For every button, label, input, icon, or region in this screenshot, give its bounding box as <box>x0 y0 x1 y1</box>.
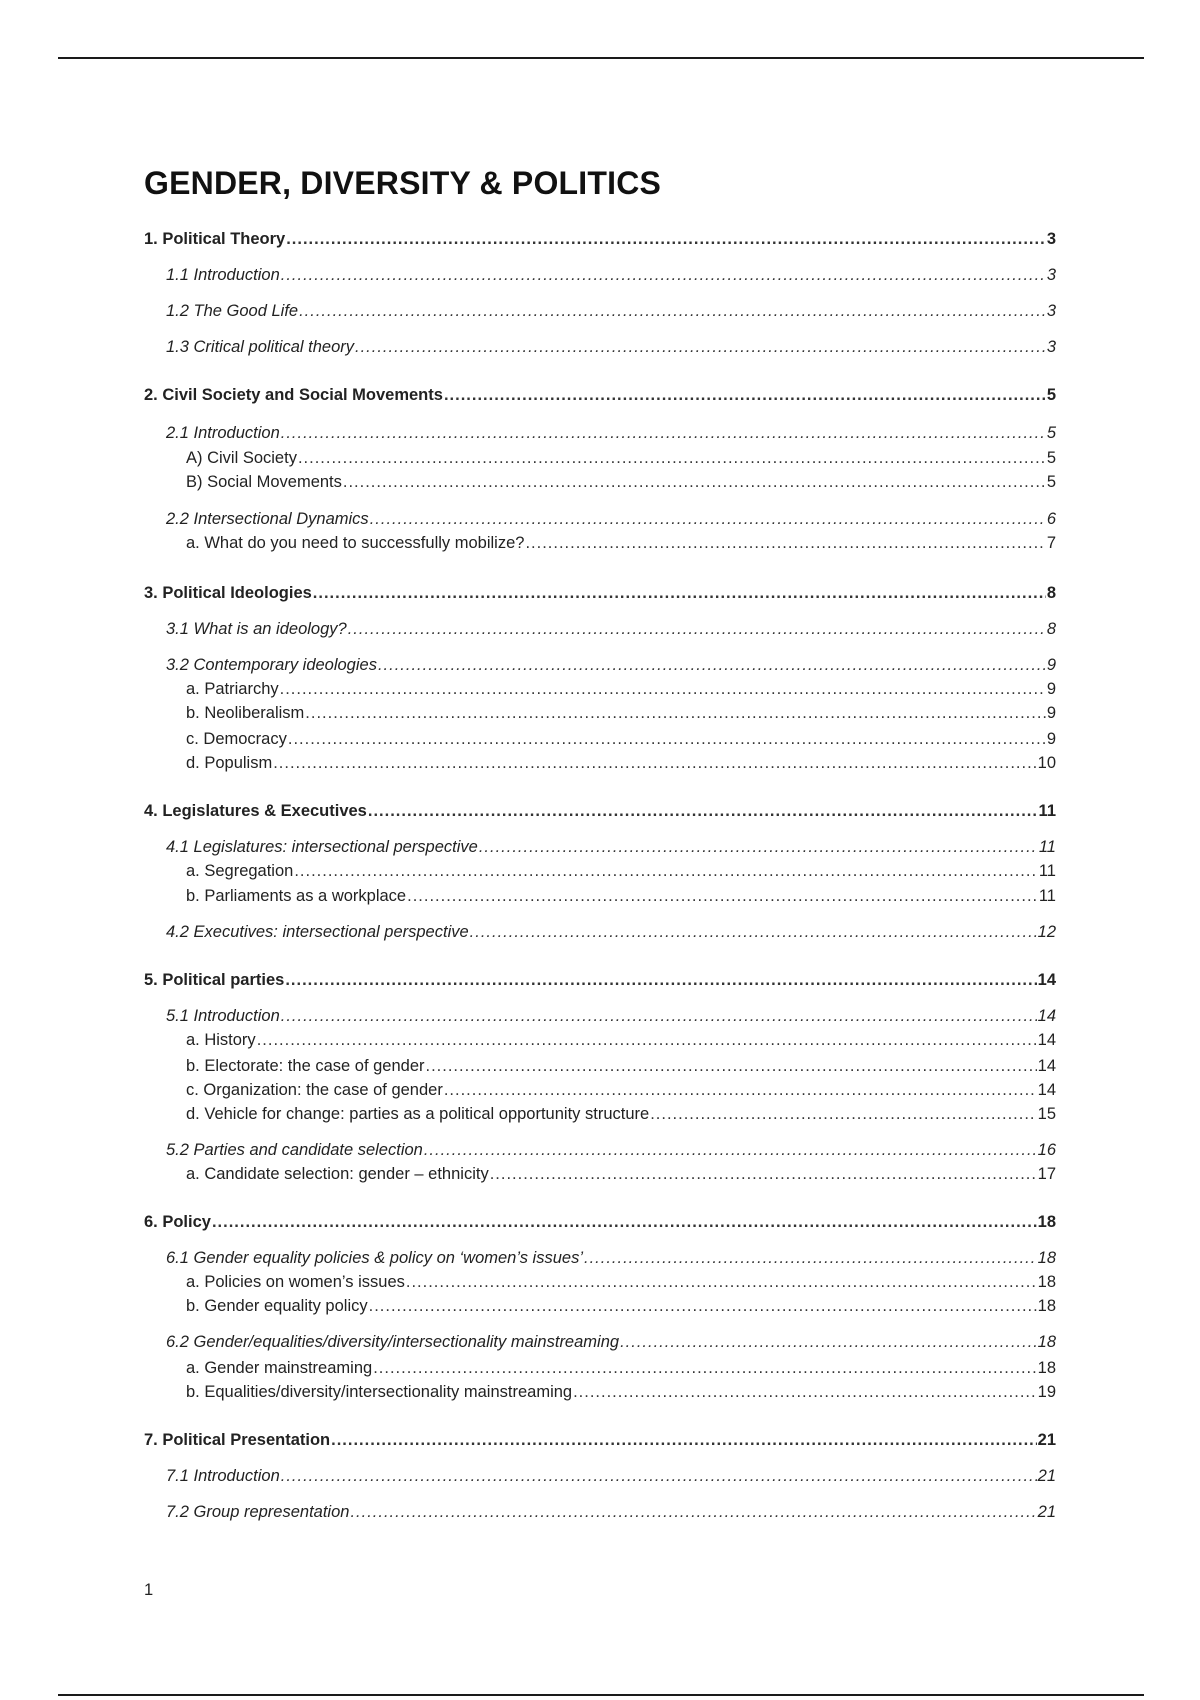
toc-dot-leader <box>373 1359 1036 1378</box>
toc-item[interactable] <box>186 1359 1056 1378</box>
toc-dot-leader <box>285 971 1036 990</box>
toc-entry-title: A) Civil Society <box>186 449 297 467</box>
toc-entry-title: a. History <box>186 1031 256 1049</box>
toc-entry-title: b. Gender equality policy <box>186 1297 368 1315</box>
toc-subsection[interactable] <box>166 1467 1056 1486</box>
toc-entry-title: 7.2 Group representation <box>166 1503 350 1521</box>
toc-entry-title: B) Social Movements <box>186 473 342 491</box>
toc-section[interactable] <box>144 386 1056 405</box>
toc-item[interactable] <box>186 473 1056 492</box>
toc-subsection[interactable] <box>166 1249 1056 1268</box>
toc-dot-leader <box>406 1273 1037 1292</box>
toc-subsection[interactable] <box>166 1007 1056 1026</box>
document-title: GENDER, DIVERSITY & POLITICS <box>144 165 662 201</box>
toc-item[interactable] <box>186 449 1056 468</box>
toc-page-number: 18 <box>1037 1273 1056 1291</box>
toc-entry-title: 7.1 Introduction <box>166 1467 280 1485</box>
toc-dot-leader <box>281 266 1046 285</box>
toc-subsection[interactable] <box>166 838 1056 857</box>
toc-dot-leader <box>355 338 1046 357</box>
toc-dot-leader <box>490 1165 1037 1184</box>
toc-dot-leader <box>299 302 1046 321</box>
toc-page-number: 10 <box>1037 754 1056 772</box>
toc-page-number: 5 <box>1046 449 1056 467</box>
toc-page-number: 18 <box>1037 1297 1056 1315</box>
toc-dot-leader <box>369 1297 1037 1316</box>
toc-item[interactable] <box>186 1057 1056 1076</box>
toc-item[interactable] <box>186 1031 1056 1050</box>
toc-page-number: 9 <box>1046 680 1056 698</box>
toc-dot-leader <box>470 923 1037 942</box>
toc-page-number: 21 <box>1037 1431 1056 1449</box>
toc-section[interactable] <box>144 1431 1056 1450</box>
toc-entry-title: 2. Civil Society and Social Movements <box>144 386 443 404</box>
toc-subsection[interactable] <box>166 656 1056 675</box>
toc-item[interactable] <box>186 1165 1056 1184</box>
toc-dot-leader <box>281 1007 1037 1026</box>
toc-page-number: 18 <box>1037 1213 1056 1231</box>
toc-item[interactable] <box>186 754 1056 773</box>
toc-subsection[interactable] <box>166 620 1056 639</box>
toc-page-number: 21 <box>1037 1467 1056 1485</box>
header-rule <box>58 57 1144 59</box>
toc-page-number: 14 <box>1037 1007 1056 1025</box>
toc-subsection[interactable] <box>166 510 1056 529</box>
toc-item[interactable] <box>186 862 1056 881</box>
toc-subsection[interactable] <box>166 424 1056 443</box>
toc-subsection[interactable] <box>166 1333 1056 1352</box>
toc-dot-leader <box>370 510 1046 529</box>
toc-item[interactable] <box>186 730 1056 749</box>
toc-page-number: 14 <box>1037 1031 1056 1049</box>
toc-dot-leader <box>444 1081 1037 1100</box>
toc-entry-title: 4. Legislatures & Executives <box>144 802 367 820</box>
toc-dot-leader <box>424 1141 1037 1160</box>
toc-page-number: 16 <box>1037 1141 1056 1159</box>
toc-entry-title: a. What do you need to successfully mobilize? <box>186 534 525 552</box>
toc-entry-title: 1. Political Theory <box>144 230 286 248</box>
toc-page-number: 19 <box>1037 1383 1056 1401</box>
toc-entry-title: 3.2 Contemporary ideologies <box>166 656 377 674</box>
toc-entry-title: 6.2 Gender/equalities/diversity/intersectionality mainstreaming <box>166 1333 620 1351</box>
toc-dot-leader <box>298 449 1046 468</box>
page-number: 1 <box>144 1581 154 1599</box>
toc-dot-leader <box>378 656 1046 675</box>
toc-entry-title: a. Gender mainstreaming <box>186 1359 373 1377</box>
toc-subsection[interactable] <box>166 338 1056 357</box>
toc-page-number: 18 <box>1037 1359 1056 1377</box>
toc-dot-leader <box>331 1431 1037 1450</box>
toc-dot-leader <box>584 1249 1037 1268</box>
toc-dot-leader <box>348 620 1046 639</box>
toc-entry-title: 3.1 What is an ideology? <box>166 620 347 638</box>
toc-dot-leader <box>444 386 1046 405</box>
toc-page-number: 3 <box>1046 302 1056 320</box>
toc-item[interactable] <box>186 534 1056 553</box>
toc-entry-title: 1.2 The Good Life <box>166 302 299 320</box>
toc-entry-title: c. Democracy <box>186 730 287 748</box>
toc-entry-title: a. Candidate selection: gender – ethnicity <box>186 1165 489 1183</box>
toc-entry-title: d. Populism <box>186 754 273 772</box>
toc-item[interactable] <box>186 1297 1056 1316</box>
toc-dot-leader <box>286 230 1046 249</box>
toc-section[interactable] <box>144 230 1056 249</box>
toc-page-number: 9 <box>1046 656 1056 674</box>
toc-page-number: 3 <box>1046 338 1056 356</box>
toc-page-number: 11 <box>1038 838 1056 856</box>
footer-rule <box>58 1694 1144 1696</box>
toc-entry-title: 7. Political Presentation <box>144 1431 331 1449</box>
toc-dot-leader <box>573 1383 1037 1402</box>
toc-entry-title: 5.1 Introduction <box>166 1007 280 1025</box>
toc-entry-title: 2.2 Intersectional Dynamics <box>166 510 369 528</box>
toc-page-number: 5 <box>1046 473 1056 491</box>
toc-entry-title: 5. Political parties <box>144 971 285 989</box>
toc-entry-title: b. Neoliberalism <box>186 704 305 722</box>
toc-dot-leader <box>620 1333 1037 1352</box>
toc-page-number: 8 <box>1046 620 1056 638</box>
toc-page-number: 3 <box>1046 266 1056 284</box>
toc-page-number: 6 <box>1046 510 1056 528</box>
toc-entry-title: b. Electorate: the case of gender <box>186 1057 425 1075</box>
toc-entry-title: a. Segregation <box>186 862 294 880</box>
toc-entry-title: 3. Political Ideologies <box>144 584 312 602</box>
toc-dot-leader <box>288 730 1046 749</box>
toc-dot-leader <box>407 887 1038 906</box>
toc-dot-leader <box>313 584 1046 603</box>
toc-dot-leader <box>343 473 1046 492</box>
toc-item[interactable] <box>186 1383 1056 1402</box>
toc-page-number: 8 <box>1046 584 1056 602</box>
toc-item[interactable] <box>186 1105 1056 1124</box>
toc-page-number: 17 <box>1037 1165 1056 1183</box>
toc-dot-leader <box>426 1057 1037 1076</box>
toc-item[interactable] <box>186 680 1056 699</box>
toc-dot-leader <box>305 704 1046 723</box>
toc-entry-title: 6. Policy <box>144 1213 211 1231</box>
toc-entry-title: 6.1 Gender equality policies & policy on ‘women’s issues’ <box>166 1249 583 1267</box>
toc-page-number: 18 <box>1037 1333 1056 1351</box>
toc-dot-leader <box>479 838 1038 857</box>
toc-page-number: 14 <box>1037 1081 1056 1099</box>
toc-entry-title: 4.1 Legislatures: intersectional perspective <box>166 838 478 856</box>
toc-entry-title: b. Equalities/diversity/intersectionality mainstreaming <box>186 1383 573 1401</box>
toc-item[interactable] <box>186 887 1056 906</box>
toc-dot-leader <box>525 534 1045 553</box>
toc-page-number: 5 <box>1046 424 1056 442</box>
toc-entry-title: 1.1 Introduction <box>166 266 280 284</box>
toc-subsection[interactable] <box>166 302 1056 321</box>
toc-subsection[interactable] <box>166 923 1056 942</box>
toc-dot-leader <box>257 1031 1037 1050</box>
toc-page-number: 5 <box>1046 386 1056 404</box>
toc-dot-leader <box>368 802 1038 821</box>
toc-subsection[interactable] <box>166 1141 1056 1160</box>
toc-entry-title: 1.3 Critical political theory <box>166 338 354 356</box>
toc-entry-title: b. Parliaments as a workplace <box>186 887 407 905</box>
toc-subsection[interactable] <box>166 266 1056 285</box>
toc-page-number: 14 <box>1037 971 1056 989</box>
toc-item[interactable] <box>186 1273 1056 1292</box>
toc-subsection[interactable] <box>166 1503 1056 1522</box>
toc-entry-title: a. Patriarchy <box>186 680 279 698</box>
toc-item[interactable] <box>186 704 1056 723</box>
toc-entry-title: 5.2 Parties and candidate selection <box>166 1141 423 1159</box>
toc-page-number: 12 <box>1037 923 1056 941</box>
toc-entry-title: a. Policies on women’s issues <box>186 1273 405 1291</box>
toc-page-number: 11 <box>1038 887 1056 905</box>
toc-dot-leader <box>294 862 1038 881</box>
toc-dot-leader <box>281 1467 1037 1486</box>
toc-dot-leader <box>281 424 1046 443</box>
toc-page-number: 3 <box>1046 230 1056 248</box>
toc-dot-leader <box>650 1105 1036 1124</box>
toc-entry-title: c. Organization: the case of gender <box>186 1081 443 1099</box>
toc-page-number: 9 <box>1046 730 1056 748</box>
toc-dot-leader <box>350 1503 1036 1522</box>
toc-page-number: 9 <box>1046 704 1056 722</box>
toc-page-number: 14 <box>1037 1057 1056 1075</box>
toc-page-number: 21 <box>1037 1503 1056 1521</box>
toc-dot-leader <box>280 680 1046 699</box>
toc-page-number: 11 <box>1038 802 1056 820</box>
toc-page-number: 11 <box>1038 862 1056 880</box>
toc-item[interactable] <box>186 1081 1056 1100</box>
toc-section[interactable] <box>144 584 1056 603</box>
toc-dot-leader <box>273 754 1036 773</box>
toc-page-number: 18 <box>1037 1249 1056 1267</box>
toc-page-number: 15 <box>1037 1105 1056 1123</box>
toc-dot-leader <box>212 1213 1037 1232</box>
toc-entry-title: 4.2 Executives: intersectional perspective <box>166 923 469 941</box>
toc-section[interactable] <box>144 971 1056 990</box>
toc-entry-title: 2.1 Introduction <box>166 424 280 442</box>
toc-section[interactable] <box>144 802 1056 821</box>
toc-section[interactable] <box>144 1213 1056 1232</box>
toc-entry-title: d. Vehicle for change: parties as a political opportunity structure <box>186 1105 650 1123</box>
toc-page-number: 7 <box>1046 534 1056 552</box>
